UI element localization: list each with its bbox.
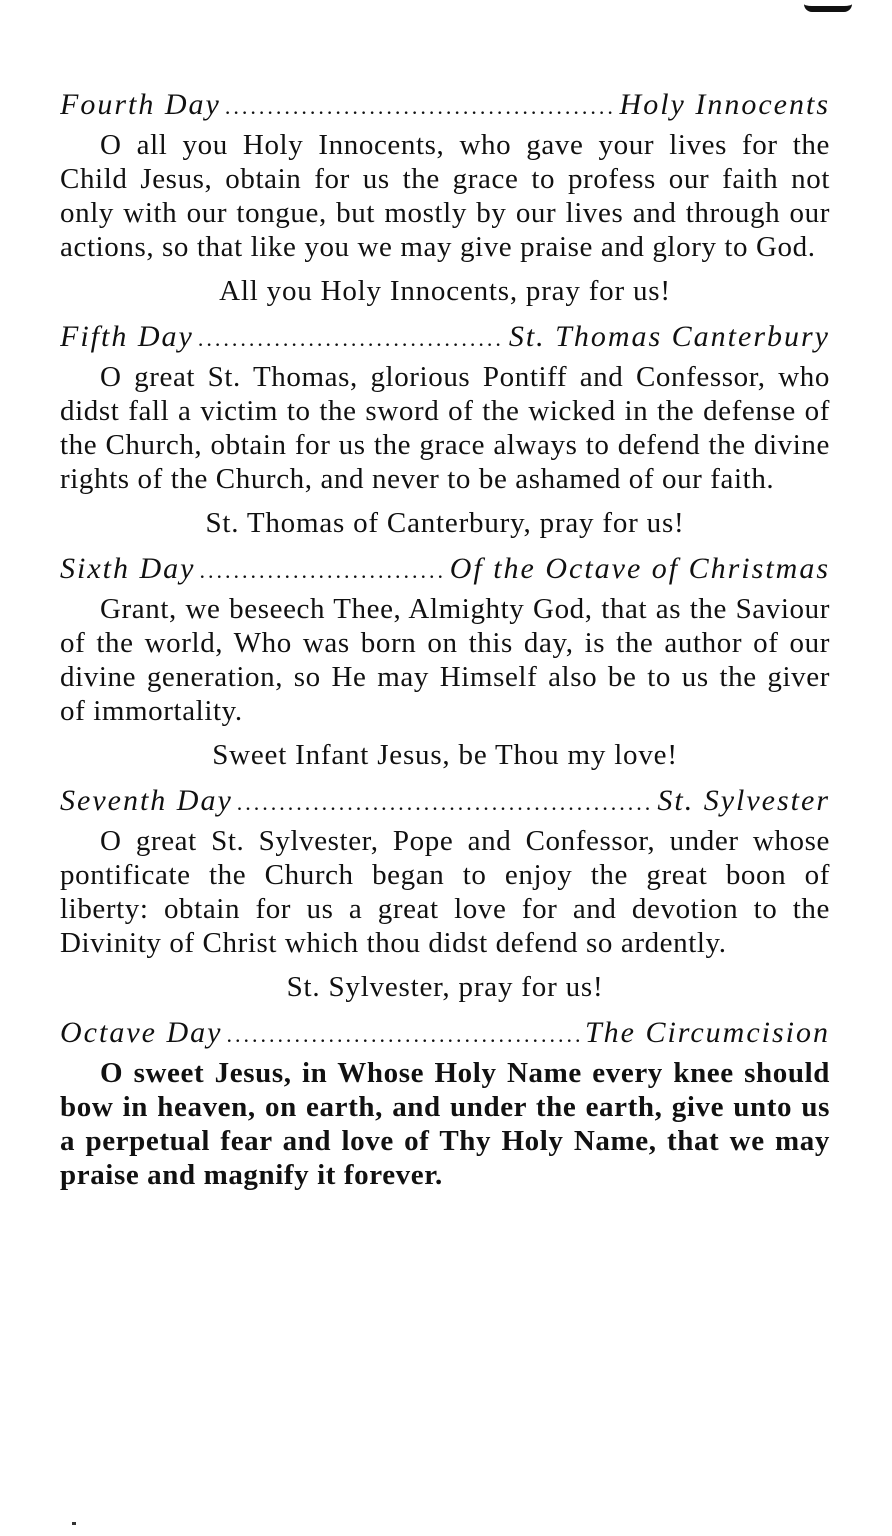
invocation-text: St. Thomas of Canterbury, pray for us!: [205, 507, 685, 539]
day-label: Seventh Day: [60, 784, 233, 817]
section-heading: [60, 550, 830, 588]
section-sixth-day: [60, 550, 830, 772]
day-label: Octave Day: [60, 1016, 223, 1049]
page-corner-mark: [804, 0, 852, 12]
section-seventh-day: [60, 782, 830, 1004]
invocation-text: St. Sylvester, pray for us!: [286, 971, 604, 1003]
prayer-text: O great St. Sylvester, Pope and Confessor, under whose pontificate the Church began to enjoy the great boon of liberty: obtain for us a great love for and devotion to the Divinity of Christ which thou didst defend so ardently.: [60, 825, 830, 959]
section-heading: [60, 782, 830, 820]
feast-label: St. Thomas Canterbury: [508, 320, 830, 353]
novena-page: [60, 86, 830, 1192]
section-heading: [60, 86, 830, 124]
feast-label: Holy Innocents: [619, 88, 830, 121]
dot-leader: [226, 1016, 581, 1052]
section-octave-day: [60, 1014, 830, 1192]
feast-label: St. Sylvester: [657, 784, 830, 817]
day-label: Fourth Day: [60, 88, 221, 121]
prayer-text: O great St. Thomas, glorious Pontiff and Confessor, who didst fall a victim to the sword of the wicked in the defense of the Church, obtain for us the grace always to defend the divine rights of the Church, and never to be ashamed of our faith.: [60, 361, 830, 495]
section-heading: [60, 318, 830, 356]
section-fourth-day: [60, 86, 830, 308]
dot-leader: [198, 320, 505, 356]
prayer-text: O all you Holy Innocents, who gave your lives for the Child Jesus, obtain for us the grace to profess our faith not only with our tongue, but mostly by our lives and through our actions, so that like you we may give praise and glory to God.: [60, 129, 830, 263]
section-fifth-day: [60, 318, 830, 540]
print-speck: [72, 1522, 76, 1525]
prayer-text: O sweet Jesus, in Whose Holy Name every knee should bow in heaven, on earth, and under the earth, give unto us a perpetual fear and love of Thy Holy Name, that we may praise and magnify it forever.: [60, 1057, 830, 1191]
invocation-text: All you Holy Innocents, pray for us!: [219, 275, 671, 307]
prayer-text: Grant, we beseech Thee, Almighty God, that as the Saviour of the world, Who was born on this day, is the author of our divine generation, so He may Himself also be to us the giver of immortality.: [60, 593, 830, 727]
dot-leader: [225, 88, 616, 124]
day-label: Fifth Day: [60, 320, 194, 353]
feast-label: Of the Octave of Christmas: [449, 552, 830, 585]
dot-leader: [237, 784, 654, 820]
feast-label: The Circumcision: [584, 1016, 830, 1049]
invocation-text: Sweet Infant Jesus, be Thou my love!: [212, 739, 678, 771]
day-label: Sixth Day: [60, 552, 196, 585]
section-heading: [60, 1014, 830, 1052]
dot-leader: [199, 552, 445, 588]
